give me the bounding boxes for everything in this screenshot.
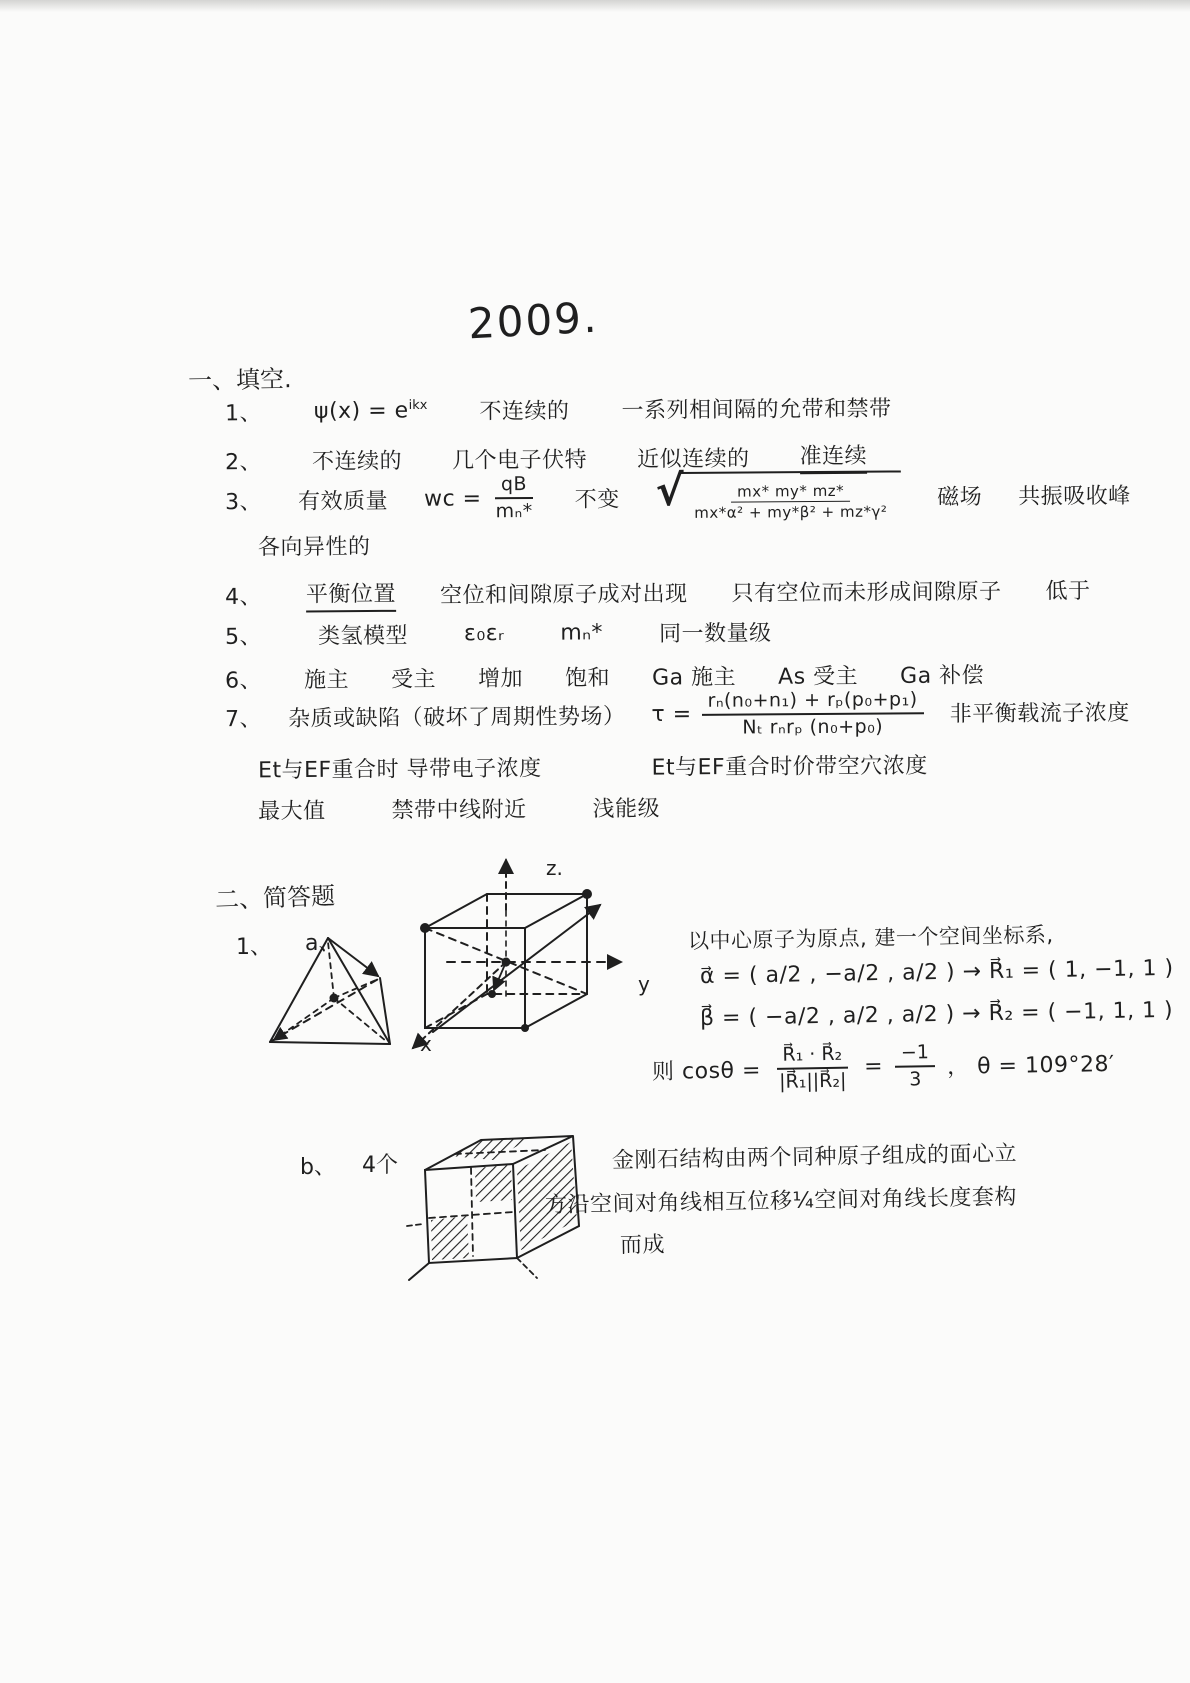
fraction bbox=[895, 1041, 936, 1091]
blank-answer-underlined: 平衡位置 bbox=[306, 577, 396, 613]
blank-answer: 只有空位而未形成间隙原子 bbox=[731, 579, 1002, 607]
item-number: 2、 bbox=[224, 449, 263, 476]
numerator: rₙ(n₀+n₁) + rₚ(p₀+p₁) bbox=[702, 688, 924, 715]
blank-answer: Ga 施主 bbox=[651, 665, 737, 691]
blank-answer: 同一数量级 bbox=[658, 621, 772, 647]
item-number: 3、 bbox=[224, 489, 263, 515]
blank-answer: 增加 bbox=[477, 666, 524, 692]
question1a-label: a、 bbox=[305, 931, 341, 956]
fill-item-7-line2 bbox=[258, 749, 928, 785]
denominator: 3 bbox=[909, 1068, 922, 1091]
fraction bbox=[688, 481, 893, 521]
blank-answer: As 受主 bbox=[778, 664, 859, 690]
theta-result: ， θ = 109°28′ bbox=[946, 1052, 1115, 1081]
blank-answer: 施主 bbox=[303, 667, 350, 694]
cos-theta-equation bbox=[652, 1038, 1115, 1096]
formula-base: ψ(x) = e bbox=[313, 398, 409, 424]
fraction bbox=[702, 688, 924, 739]
denominator: mₙ* bbox=[495, 500, 533, 523]
blank-answer: mₙ* bbox=[560, 620, 604, 646]
denominator: Nₜ rₙrₚ (n₀+p₀) bbox=[742, 715, 884, 739]
item-number: 5、 bbox=[224, 624, 263, 650]
radical-sign: √ bbox=[655, 465, 685, 516]
denominator: mx*α² + my*β² + mz*γ² bbox=[694, 502, 888, 522]
cyclotron-formula bbox=[424, 473, 539, 523]
fill-item-5 bbox=[225, 616, 772, 651]
item-number: 4、 bbox=[224, 584, 263, 611]
blank-answer: Et与EF重合时价带空穴浓度 bbox=[651, 753, 928, 781]
numerator: qB bbox=[495, 473, 533, 499]
equation-lhs: 则 cosθ = bbox=[651, 1058, 762, 1086]
formula-exponent: ikx bbox=[408, 397, 428, 413]
fill-item-4 bbox=[225, 572, 1091, 613]
blank-answer-underlined: 准连续 bbox=[799, 439, 867, 474]
blank-answer: 近似连续的 bbox=[636, 446, 750, 473]
equals-sign: = bbox=[863, 1054, 884, 1080]
fill-item-3 bbox=[224, 465, 1131, 525]
blank-answer: 空位和间隙原子成对出现 bbox=[439, 581, 688, 609]
tetrahedron-sketch bbox=[262, 932, 414, 1058]
y-axis-label: y bbox=[638, 972, 650, 996]
blank-answer: 浅能级 bbox=[592, 796, 661, 823]
answer-line: 金刚石结构由两个同种原子组成的面心立 bbox=[611, 1141, 1018, 1174]
question1-number: 1、 bbox=[236, 935, 272, 960]
blank-answer: 几个电子伏特 bbox=[451, 447, 588, 474]
denominator: |R⃗₁||R⃗₂| bbox=[778, 1069, 847, 1093]
lifetime-formula bbox=[651, 688, 924, 739]
blank-answer: Ga 补偿 bbox=[900, 663, 985, 689]
blank-answer: 不连续的 bbox=[479, 398, 570, 425]
blank-answer: 不连续的 bbox=[311, 449, 403, 475]
blank-answer: 一系列相间隔的允带和禁带 bbox=[621, 396, 892, 424]
blank-answer: 类氢模型 bbox=[317, 623, 409, 650]
blank-answer: 受主 bbox=[390, 667, 437, 693]
wavefunction-formula bbox=[314, 398, 428, 424]
blank-answer: 有效质量 bbox=[297, 488, 389, 515]
fcc-cube-axes-sketch bbox=[395, 850, 635, 1062]
blank-answer: Et与EF重合时 导带电子浓度 bbox=[257, 756, 542, 784]
question1b-label: b、 bbox=[300, 1155, 336, 1180]
blank-answer: 杂质或缺陷（破坏了周期性势场） bbox=[287, 704, 626, 733]
blank-answer: 共振吸收峰 bbox=[1018, 483, 1131, 510]
blank-answer: 最大值 bbox=[257, 798, 326, 825]
numerator: R⃗₁ · R⃗₂ bbox=[776, 1043, 848, 1070]
fraction bbox=[489, 473, 538, 523]
z-axis-label: z. bbox=[546, 856, 563, 880]
blank-answer: 各向异性的 bbox=[257, 534, 371, 561]
vector-alpha-line: α⃗ = ( a/2 , −a/2 , a/2 ) → R⃗₁ = ( 1, −1, 1 ) bbox=[699, 955, 1174, 990]
numerator: mx* my* mz* bbox=[731, 482, 850, 503]
radicand bbox=[680, 470, 901, 522]
effective-mass-radical-formula bbox=[655, 465, 901, 522]
blank-answer: ε₀εᵣ bbox=[463, 620, 505, 647]
fraction bbox=[772, 1043, 852, 1094]
blank-answer: 磁场 bbox=[937, 484, 983, 510]
fill-item-7-line3 bbox=[258, 792, 660, 826]
blank-answer: 低于 bbox=[1045, 578, 1091, 605]
fill-item-3-continued bbox=[258, 530, 371, 562]
answer-line: 方沿空间对角线相互位移¼空间对角线长度套构 bbox=[544, 1184, 1018, 1219]
formula-lhs: τ = bbox=[651, 702, 692, 728]
answer-line: 而成 bbox=[619, 1232, 666, 1259]
item-number: 1、 bbox=[224, 401, 263, 427]
section1-heading: 一、填空. bbox=[187, 365, 292, 395]
item-number: 7、 bbox=[224, 707, 263, 733]
question1b-answer-count: 4个 bbox=[362, 1153, 398, 1178]
page-title: 2009. bbox=[466, 292, 600, 349]
blank-answer: 非平衡载流子浓度 bbox=[949, 701, 1130, 728]
fill-item-7 bbox=[225, 687, 1130, 743]
numerator: −1 bbox=[895, 1041, 935, 1067]
section2-heading: 二、简答题 bbox=[214, 881, 336, 915]
x-axis-label: x bbox=[420, 1032, 432, 1056]
fill-item-1 bbox=[225, 392, 892, 428]
blank-answer: 禁带中线附近 bbox=[391, 797, 527, 824]
blank-answer: 饱和 bbox=[564, 665, 611, 692]
item-number: 6、 bbox=[224, 668, 263, 694]
vector-beta-line: β⃗ = ( −a/2 , a/2 , a/2 ) → R⃗₂ = ( −1, 1, 1 ) bbox=[699, 997, 1174, 1032]
formula-lhs: wc = bbox=[423, 485, 482, 512]
answer-line: 以中心原子为原点, 建一个空间坐标系, bbox=[687, 922, 1054, 954]
blank-answer: 不变 bbox=[574, 486, 620, 513]
